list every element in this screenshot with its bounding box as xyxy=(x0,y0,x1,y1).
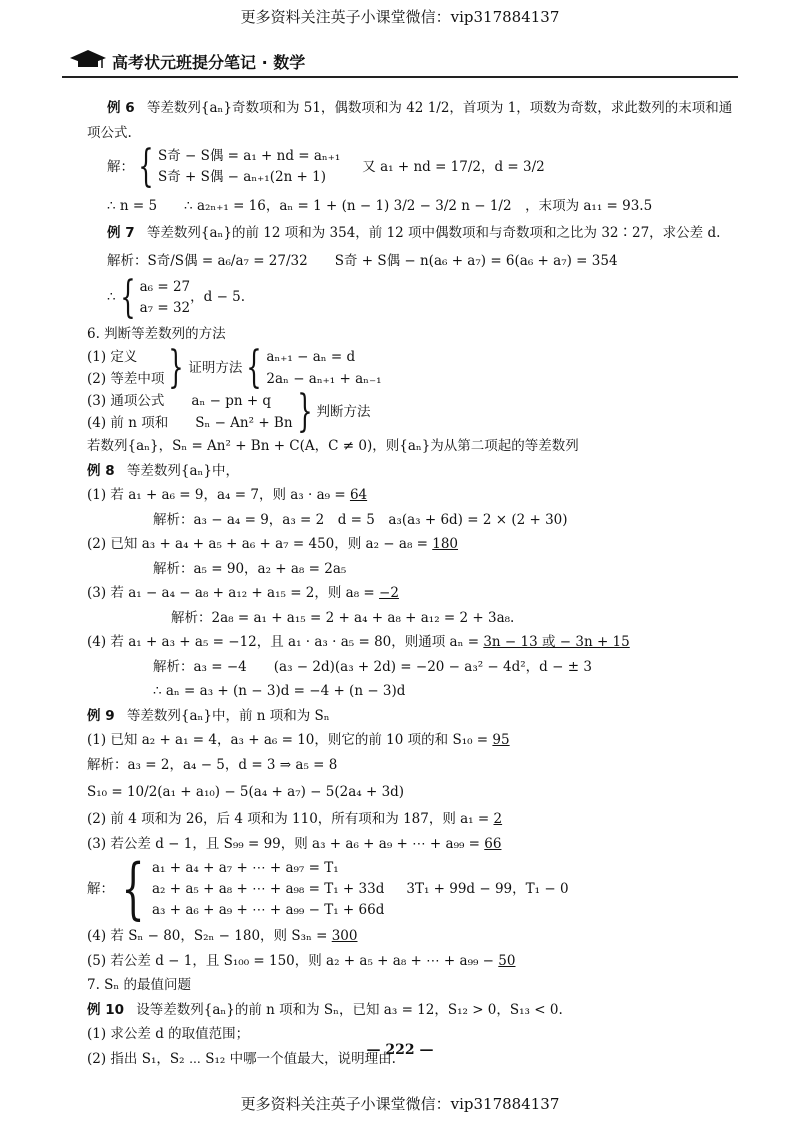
example-9-question: 例 9 等差数列{aₙ}中，前 n 项和为 Sₙ xyxy=(87,707,330,724)
example-8-part-2: (2) 已知 a₃ + a₄ + a₅ + a₆ + a₇ = 450，则 a₂ − a₈ = 180 xyxy=(87,536,459,552)
header-title: 高考状元班提分笔记 · 数学 xyxy=(112,53,306,72)
example-label: 例 10 xyxy=(87,1001,124,1018)
example-7-question: 例 7 等差数列{aₙ}的前 12 项和为 354，前 12 项中偶数项和与奇数项和之比为 32∶27，求公差 d. xyxy=(107,225,721,241)
example-8-part-3: (3) 若 a₁ − a₄ − a₈ + a₁₂ + a₁₅ = 2，则 a₈ = −2 xyxy=(87,585,399,601)
brace: { xyxy=(121,850,145,927)
example-9-part-4: (4) 若 Sₙ − 80，S₂ₙ − 180，则 S₃ₙ = 300 xyxy=(87,928,358,944)
answer: 66 xyxy=(484,835,502,852)
method-note: 若数列{aₙ}，Sₙ = An² + Bn + C(A，C ≠ 0)，则{aₙ}为从第二项起的等差数列 xyxy=(87,438,579,454)
example-9-part-3-system: 解： { a₁ + a₄ + a₇ + ⋯ + a₉₇ = T₁ a₂ + a₅ + a₈ + ⋯ + a₉₈ = T₁ + 33d 3T₁ + 99d − 99，T₁ − 0 a₃ + a₆ + a₉ + ⋯ + a₉₉ − T₁ + 66d xyxy=(87,850,569,927)
answer: 2 xyxy=(493,811,503,827)
method-judge: (3) 通项公式 aₙ − pn + q (4) 前 n 项和 Sₙ − An² + Bn } 判断方法 xyxy=(87,386,371,437)
graduation-cap-icon xyxy=(68,48,108,72)
brace: { xyxy=(119,271,136,323)
answer: 3n − 13 或 − 3n + 15 xyxy=(483,634,630,650)
example-10-question: 例 10 设等差数列{aₙ}的前 n 项和为 Sₙ，已知 a₃ = 12，S₁₂ > 0，S₁₃ < 0. xyxy=(87,1001,563,1018)
example-8-part-2-solution: 解析：a₅ = 90，a₂ + a₈ = 2a₅ xyxy=(153,560,347,577)
brace: { xyxy=(246,342,263,393)
section-7-title: 7. Sₙ 的最值问题 xyxy=(87,977,192,993)
example-6-system: 解： { S奇 − S偶 = a₁ + nd = aₙ₊₁ S奇 + S偶 − aₙ₊₁(2n + 1) 又 a₁ + nd = 17/2，d = 3/2 xyxy=(107,141,545,192)
example-label: 例 6 xyxy=(107,100,135,116)
answer: 95 xyxy=(492,732,510,748)
answer: 50 xyxy=(498,952,516,969)
answer: 64 xyxy=(349,487,368,503)
brace: } xyxy=(168,342,185,393)
example-9-part-1-solution-2: S₁₀ = 10/2(a₁ + a₁₀) − 5(a₄ + a₇) − 5(2a₄ + 3d) xyxy=(87,784,405,800)
watermark-top: 更多资料关注英子小课堂微信：vip317884137 xyxy=(240,8,560,26)
example-9-part-1: (1) 已知 a₂ + a₁ = 4，a₃ + a₆ = 10，则它的前 10 项的和 S₁₀ = 95 xyxy=(87,732,510,748)
brace: { xyxy=(138,141,154,192)
example-label: 例 9 xyxy=(87,707,115,724)
page-header xyxy=(62,44,738,80)
brace: } xyxy=(296,386,313,437)
example-8-part-4: (4) 若 a₁ + a₃ + a₅ = −12，且 a₁ · a₃ · a₅ = 80，则通项 aₙ = 3n − 13 或 − 3n + 15 xyxy=(87,634,630,650)
answer: 180 xyxy=(432,536,459,552)
answer: 300 xyxy=(331,928,358,944)
watermark-bottom: 更多资料关注英子小课堂微信：vip317884137 xyxy=(240,1095,560,1113)
example-8-part-4-solution: 解析：a₃ = −4 (a₃ − 2d)(a₃ + 2d) = −20 − a₃² − 4d²，d − ± 3 xyxy=(153,658,592,675)
example-8-part-3-solution: 解析：2a₈ = a₁ + a₁₅ = 2 + a₄ + a₈ + a₁₂ = 2 + 3a₈. xyxy=(171,609,515,626)
header-rule xyxy=(62,76,738,78)
method-proof: (1) 定义 (2) 等差中项 } 证明方法 { aₙ₊₁ − aₙ = d 2aₙ − aₙ₊₁ + aₙ₋₁ xyxy=(87,342,382,393)
answer: −2 xyxy=(379,585,399,601)
example-9-part-2: (2) 前 4 项和为 26，后 4 项和为 110，所有项和为 187，则 a₁ = 2 xyxy=(87,811,503,827)
example-9-part-1-solution: 解析：a₃ = 2，a₄ − 5，d = 3 ⇒ a₅ = 8 xyxy=(87,756,338,773)
example-8-part-4-solution-2: ∴ aₙ = a₃ + (n − 3)d = −4 + (n − 3)d xyxy=(153,683,406,699)
example-10-part-1: (1) 求公差 d 的取值范围； xyxy=(87,1026,250,1042)
example-10-part-2: (2) 指出 S₁，S₂ ⋯ S₁₂ 中哪一个值最大，说明理由. xyxy=(87,1050,396,1067)
page-number: — 222 — xyxy=(366,1042,434,1058)
example-9-part-3: (3) 若公差 d − 1，且 S₉₉ = 99，则 a₃ + a₆ + a₉ + ⋯ + a₉₉ = 66 xyxy=(87,835,502,852)
example-9-part-5: (5) 若公差 d − 1，且 S₁₀₀ = 150，则 a₂ + a₅ + a₈ + ⋯ + a₉₉ − 50 xyxy=(87,952,516,969)
example-8-part-1: (1) 若 a₁ + a₆ = 9，a₄ = 7，则 a₃ · a₉ = 64 xyxy=(87,487,368,503)
example-label: 例 7 xyxy=(107,225,135,241)
example-8-question: 例 8 等差数列{aₙ}中， xyxy=(87,462,239,479)
example-6-question-cont: 项公式. xyxy=(87,124,132,141)
example-7-solution: 解析：S奇/S偶 = a₆/a₇ = 27/32 S奇 + S偶 − n(a₆ + a₇) = 6(a₆ + a₇) = 354 xyxy=(107,252,618,269)
example-8-part-1-solution: 解析：a₃ − a₄ = 9，a₃ = 2 d = 5 a₃(a₃ + 6d) = 2 × (2 + 30) xyxy=(153,511,568,528)
section-6-title: 6. 判断等差数列的方法 xyxy=(87,325,226,342)
example-label: 例 8 xyxy=(87,462,115,479)
example-6-question: 例 6 等差数列{aₙ}奇数项和为 51，偶数项和为 42 1/2，首项为 1，项数为奇数，求此数列的末项和通 xyxy=(107,100,733,116)
example-6-result: ∴ n = 5 ∴ a₂ₙ₊₁ = 16，aₙ = 1 + (n − 1) 3/2 − 3/2 n − 1/2 ，末项为 a₁₁ = 93.5 xyxy=(107,198,653,214)
example-7-system: ∴ { a₆ = 27 a₇ = 32 ，d − 5. xyxy=(107,271,246,323)
page-content xyxy=(87,96,747,1071)
